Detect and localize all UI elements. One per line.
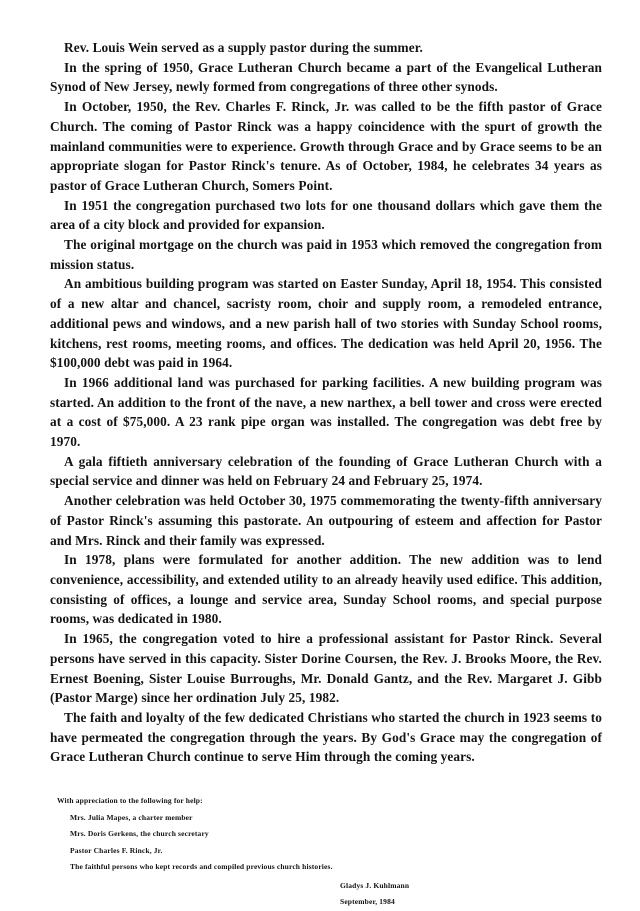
- paragraph-closing: The faith and loyalty of the few dedicated Christians who started the church in 1923 seems to have permeated the congregation through the years. By God's Grace may the congregation of Grace Lutheran Church continue to serve Him through the coming years.: [50, 709, 602, 765]
- signature-date: September, 1984: [340, 897, 395, 907]
- signature-block: [340, 878, 602, 911]
- paragraph-mortgage: The original mortgage on the church was paid in 1953 which removed the congregation from mission status.: [50, 237, 602, 272]
- acknowledgement-item: Pastor Charles F. Rinck, Jr.: [70, 845, 163, 855]
- paragraph-building-program-1966: In 1966 additional land was purchased for parking facilities. A new building program was started. An addition to the front of the nave, a new narthex, a bell tower and cross were erected at a cost of $75,000. A 23 rank pipe organ was installed. The congregation was debt free by 1970.: [50, 374, 602, 450]
- acknowledgement-item: Mrs. Julia Mapes, a charter member: [70, 812, 193, 822]
- history-body: [50, 38, 602, 767]
- paragraph-pastorate-anniversary: Another celebration was held October 30, 1975 commemorating the twenty-fifth anniversary of Pastor Rinck's assuming this pastorate. An outpouring of esteem and affection for Pastor and Mrs. Rinck and their family was expressed.: [50, 493, 602, 548]
- paragraph-pastor-rinck: In October, 1950, the Rev. Charles F. Rinck, Jr. was called to be the fifth pastor of Grace Church. The coming of Pastor Rinck was a happy coincidence with the spurt of growth the mainland communities were to experience. Growth through Grace and by Grace seems to be an appropriate slogan for Pastor Rinck's tenure. As of October, 1984, he celebrates 34 years as pastor of Grace Lutheran Church, Somers Point.: [50, 99, 602, 193]
- paragraph-synod: In the spring of 1950, Grace Lutheran Church became a part of the Evangelical Lutheran Synod of New Jersey, newly formed from congregations of three other synods.: [50, 59, 602, 95]
- paragraph-lots-purchase: In 1951 the congregation purchased two lots for one thousand dollars which gave them the area of a city block and provided for expansion.: [50, 197, 602, 233]
- paragraph-supply-pastor: Rev. Louis Wein served as a supply pastor during the summer.: [64, 40, 423, 55]
- paragraph-building-program-1954: An ambitious building program was started on Easter Sunday, April 18, 1954. This consisted of a new altar and chancel, sacristy room, choir and supply room, a remodeled entrance, additional pews and windows, and a new parish hall of two stories with Sunday School rooms, kitchens, rest rooms, meeting rooms, and offices. The dedication was held April 20, 1956. The $100,000 debt was paid in 1964.: [50, 276, 602, 371]
- paragraph-addition-1978: In 1978, plans were formulated for another addition. The new addition was to lend convenience, accessibility, and extended utility to an already heavily used edifice. This addition, consisting of offices, a lounge and service area, Sunday School rooms, and special purpose rooms, was dedicated in 1980.: [50, 552, 602, 627]
- paragraph-fiftieth-anniversary: A gala fiftieth anniversary celebration of the founding of Grace Lutheran Church with a special service and dinner was held on February 24 and February 25, 1974.: [50, 453, 602, 489]
- acknowledgements-heading: With appreciation to the following for help:: [57, 796, 203, 806]
- signature-author: Gladys J. Kuhlmann: [340, 880, 410, 890]
- acknowledgement-item: Mrs. Doris Gerkens, the church secretary: [70, 829, 209, 839]
- acknowledgements: [57, 793, 602, 876]
- paragraph-assistants: In 1965, the congregation voted to hire a professional assistant for Pastor Rinck. Several persons have served in this capacity. Sister Dorine Coursen, the Rev. J. Brooks Moore, the Rev. Ernest Boening, Sister Louise Burroughs, Mr. Donald Gantz, and the Rev. Margaret J. Gibb (Pastor Marge) since her ordination July 25, 1982.: [50, 631, 602, 706]
- acknowledgement-item: The faithful persons who kept records and compiled previous church histories.: [70, 862, 333, 872]
